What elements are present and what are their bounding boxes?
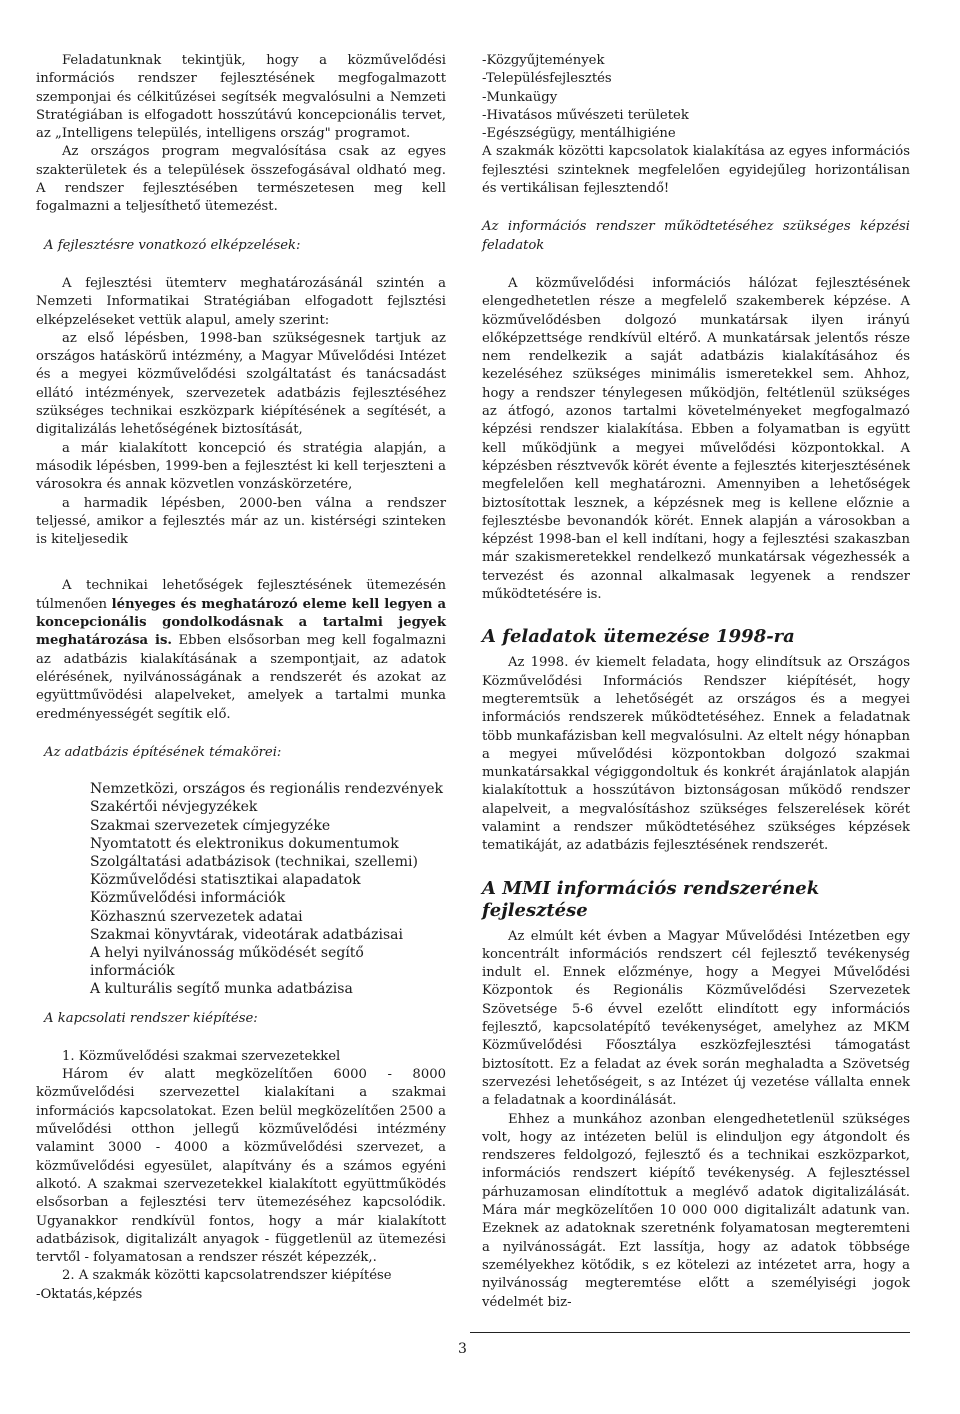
content-concept-paragraph bbox=[36, 577, 446, 723]
content-concept-text-c: Ebben elsősorban meg kell fogalmazni az adatbázis kialakításának a szempontjait, az adatok elérésének, nyilvánosságának a rendszerét és azokat az együttművödési alapelveket, amelyek a tartalmi munka eredményességét segítik elő. bbox=[36, 633, 447, 722]
intro-paragraph: Feladatunknak tekintjük, hogy a közművelődési információs rendszer fejlesztésének megfogalmazott szemponjai és célkitűzései segítsék megvalósulni a Nemzeti Stratégiában is elfogadott hosszútávú koncepcionális tervet, az „Intelligens település, intelligens ország" programot. bbox=[36, 53, 446, 142]
list-item: Szakmai könyvtárak, videotárak adatbázisai bbox=[90, 926, 403, 943]
mmi-paragraph-1: Az elmúlt két évben a Magyar Művelődési Intézetben egy koncentrált információs rendszert cél fejlesztő tevékenység indult el. Ennek előzménye, hogy a Megyei Művelődési Központok és Regionális Közművelődési Szervezetek Szövetsége 5-6 évvel ezelőtt elindított egy információs fejlesztő, kapcsolatépítő tevékenységet, amelyhez az MKM Közművelődési Főosztálya eszközfejlesztési támogatást biztosított. Ez a feladat az évek során meghaladta a Szövetség szervezési lehetőségeit, s az Intézet új vezetése vállalta ennek a feladatnak a koordinálását. bbox=[482, 928, 910, 1109]
list-item: A kulturális segítő munka adatbázisa bbox=[90, 981, 353, 998]
relationships-paragraph: A szakmák közötti kapcsolatok kialakítása az egyes információs fejlesztési szinteknek megfelelően egyidejűleg horizontálisan és vertikálisan fejlesztendő! bbox=[482, 144, 910, 197]
list-item: -Munkaügy bbox=[482, 89, 558, 105]
list-item: A helyi nyilvánosság működését segítő információk bbox=[90, 944, 364, 980]
list-item: -Közgyűjtemények bbox=[482, 53, 605, 68]
list-item: Nemzetközi, országos és regionális rendezvények bbox=[90, 781, 444, 798]
database-topics-list bbox=[90, 780, 446, 998]
schedule-1998-paragraph: Az 1998. év kiemelt feladata, hogy elindítsuk az Országos Közművelődési Információs Rendszer kiépítését, hogy megteremtsük a lehetőségét az országos és a megyei információs rendszerek működtetéséhez. Ennek a feladatnak több munkafázisban kell megvalósulni. Az eltelt négy hónapban a megyei művelődési központokban dolgozó szakmai munkatársakkal végiggondoltuk és konkrét árajánlatok alapján kialakítottuk a hosszútávon biztonságosan működő rendszer alapelveit, a megvalósításhoz szükséges felszerelések körét valamint a rendszer működtetéséhez szükséges képzések tematikáját, az adatbázis fejlesztésének rendszerét. bbox=[482, 655, 910, 854]
list-item: Közművelődési információk bbox=[90, 890, 286, 907]
item-1-body: Három év alatt megközelítően 6000 - 8000 közművelődési szervezettel kialakítani a szakmai információs kapcsolatokat. Ezen belül megközelítően 2500 a művelődési otthon jellegű közművelődési intézmény valamint 3000 - 4000 a közművelődési szervezet, a közművelődési egyesület, alapítvány és a számos egyéni alkotó. A szakmai szervezetekkel kialakított együttműködés elsősorban a fejlesztési terv ütemezéséhez kapcsolódik. Ugyanakkor rendkívül fontos, hogy a már kialakított adatbázisok, digitalizált anyagok - függetlenül az ütemezési tervtől - folyamatosan a rendszer részét képezzék,. bbox=[36, 1067, 446, 1266]
page-number: 3 bbox=[458, 1341, 467, 1357]
professions-list bbox=[482, 52, 910, 143]
national-program-paragraph: Az országos program megvalósítása csak az egyes szakterületek és a települések összefogásával oldható meg. A rendszer fejlesztésében természetesen meg kell fogalmazni a teljesíthető ütemezést. bbox=[36, 144, 446, 215]
database-topics-subheading: Az adatbázis építésének témakörei: bbox=[44, 744, 282, 760]
schedule-paragraph: A fejlesztési ütemterv meghatározásánál szintén a Nemzeti Informatikai Stratégiában elfogadott fejlsztési elképzeléseket vettük alapul, amely szerint: bbox=[36, 275, 446, 328]
footer-rule bbox=[470, 1332, 910, 1333]
list-item: -Településfejlesztés bbox=[482, 71, 612, 87]
development-plans-subheading: A fejlesztésre vonatkozó elképzelések: bbox=[44, 237, 301, 253]
relationship-system-subheading: A kapcsolati rendszer kiépítése: bbox=[44, 1010, 258, 1026]
item-2-title: 2. A szakmák közötti kapcsolatrendszer kiépítése bbox=[62, 1268, 392, 1284]
content-concept-bold: lényeges és meghatározó eleme kell legyen a koncepcionális gondolkodásnak a tartalmi jegyek meghatározása is. bbox=[36, 596, 446, 649]
mmi-system-heading: A MMI információs rendszerének fejlesztése bbox=[482, 877, 820, 921]
list-item: Közművelődési statisztikai alapadatok bbox=[90, 872, 361, 889]
list-item: Szakértői névjegyzékek bbox=[90, 799, 258, 816]
list-item: -Hivatásos művészeti területek bbox=[482, 107, 689, 123]
schedule-1998-heading: A feladatok ütemezése 1998-ra bbox=[482, 626, 795, 648]
list-item: Közhasznú szervezetek adatai bbox=[90, 908, 303, 925]
right-column bbox=[482, 52, 910, 1312]
item-1-title: 1. Közművelődési szakmai szervezetekkel bbox=[62, 1048, 341, 1064]
first-step-paragraph: az első lépésben, 1998-ban szükségesnek tartjuk az országos hatáskörű intézmény, a Magyar Művelődési Intézet és a megyei közművelődési szolgáltatást és tanácsadást ellátó intézmények, szervezetek adatbázis fejlesztéséhez szükséges technikai eszközpark kiépítésének a segítését, a digitalizálás lehetőségének biztosítását, bbox=[36, 330, 446, 438]
content-concept-text-a: A technikai lehetőségek fejlesztésének ütemezésén túlmenően bbox=[36, 578, 446, 612]
training-paragraph: A közművelődési információs hálózat fejlesztésének elengedhetetlen része a megfelelő szakemberek képzése. A közművelődésben dolgozó munkatársak ilyen irányú előképzettsége rendkívül eltérő. A munkatársak jelentős része nem rendelkezik a saját adatbázis kialakításához és kezeléséhez szükséges minimális ismeretekkel sem. Ahhoz, hogy a rendszer ténylegesen működjön, feltétlenül szükséges az átfogó, azonos tartalmi követelményeket megfogalmazó képzési rendszer kialakítása. Ebben a folyamatban is együtt kell működjünk a megyei művelődési központokkal. A képzésben résztvevők körét évente a fejlesztés kiterjesztésének megfelelően kell meghatározni. Amennyiben a lehetőségek biztosítottak lesznek, a képzésnek meg is kellene előznie a fejlesztésbe bevonandók körét. Ennek alapján a városokban a képzést 1998-ban el kell indítani, hogy a fejlesztési szakaszban már szakismeretekkel rendelkező munkatársak végezhessék a tervezést és azonnal alkalmasak legyenek a rendszer működtetésére is. bbox=[482, 275, 910, 603]
item-2-first-entry: -Oktatás,képzés bbox=[36, 1286, 143, 1302]
list-item: Szakmai szervezetek címjegyzéke bbox=[90, 817, 331, 834]
list-item: Szolgáltatási adatbázisok (technikai, szellemi) bbox=[90, 853, 418, 870]
third-step-paragraph: a harmadik lépésben, 2000-ben válna a rendszer teljessé, amikor a fejlesztés már az un. kistérségi szinteken is kiteljesedik bbox=[36, 495, 446, 548]
list-item: Nyomtatott és elektronikus dokumentumok bbox=[90, 835, 399, 852]
training-tasks-subheading: Az információs rendszer működtetéséhez szükséges képzési feladatok bbox=[482, 219, 910, 253]
mmi-paragraph-2: Ehhez a munkához azonban elengedhetetlenül szükséges volt, hogy az intézeten belül is elinduljon egy átgondolt és rendszeres feldolgozó, fejlesztő és a technikai eszközparkot, információs rendszert kiépítő tevékenység. A fejlesztéssel párhuzamosan elindítottuk a meglévő adatok digitalizálását. Mára már megközelítően 10 000 000 digitalizált adatunk van. Ezeknek az adatoknak szeretnénk folyamatosan megteremteni a nyilvánosságát. Ezt lassítja, hogy az adatok többsége személyekhez kötődik, s ez kötelezi az intézetet arra, hogy a nyilvánosság megteremtése előtt a személyiségi jogok védelmét biz- bbox=[482, 1111, 910, 1310]
left-column bbox=[36, 52, 446, 1304]
list-item: -Egészségügy, mentálhigiéne bbox=[482, 126, 676, 142]
second-step-paragraph: a már kialakított koncepció és stratégia alapján, a második lépésben, 1999-ben a fejlesztést ki kell terjeszteni a városokra és annak közvetlen vonzáskörzetére, bbox=[36, 440, 446, 493]
